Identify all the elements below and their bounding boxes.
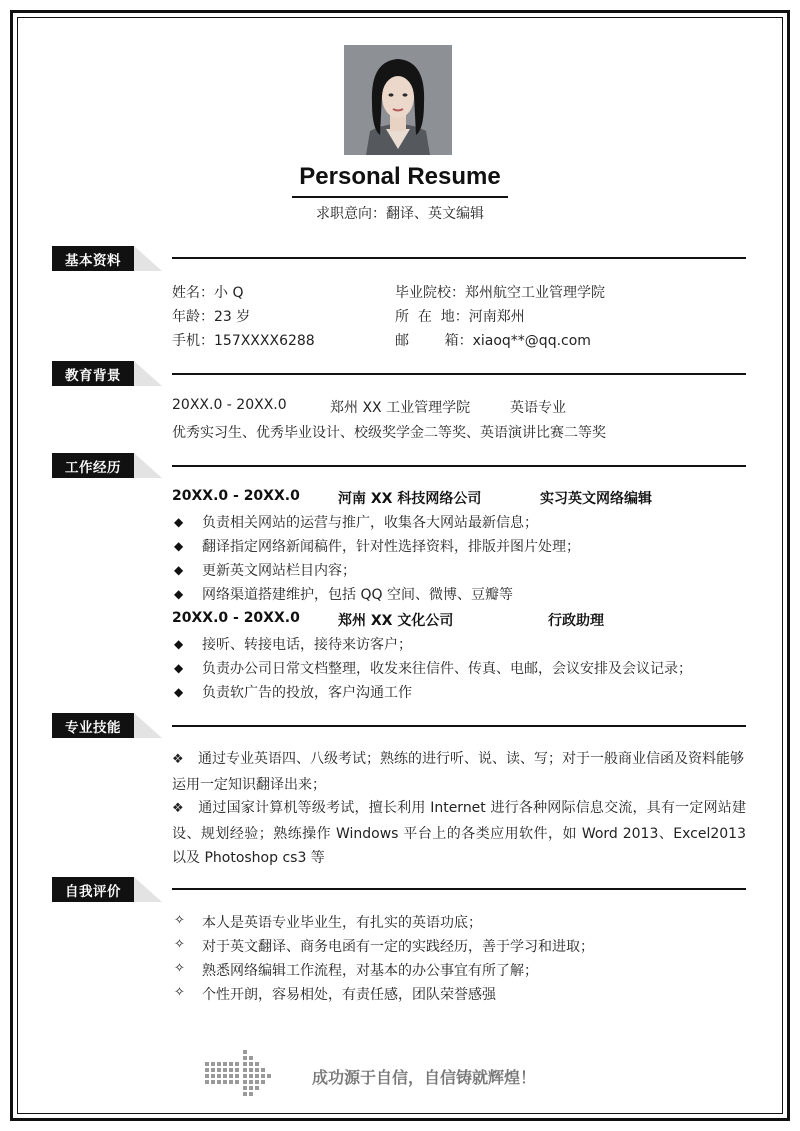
section-tag-shadow <box>134 453 162 478</box>
bullet-star-outline-icon: ✧ <box>174 937 185 952</box>
job-objective: 求职意向：翻译、英文编辑 <box>316 206 484 222</box>
job-duty: 网络渠道搭建维护，包括 QQ 空间、微博、豆瓣等 <box>202 587 513 603</box>
section-rule <box>172 257 746 259</box>
footer-slogan: 成功源于自信，自信铸就辉煌！ <box>312 1068 537 1087</box>
section-tag-work: 工作经历 <box>52 453 134 478</box>
bullet-star-outline-icon: ✧ <box>174 985 185 1000</box>
section-rule <box>172 465 746 467</box>
bullet-star-outline-icon: ✧ <box>174 913 185 928</box>
edu-school: 郑州 XX 工业管理学院 <box>330 400 471 416</box>
title-underline <box>292 196 508 198</box>
edu-major: 英语专业 <box>510 400 566 416</box>
section-tag-shadow <box>134 877 162 902</box>
section-tag-basic: 基本资料 <box>52 246 134 271</box>
bullet-sparkle-icon: ❖ <box>172 752 184 767</box>
bullet-diamond-icon: ◆ <box>174 661 184 675</box>
section-rule <box>172 725 746 727</box>
section-rule <box>172 888 746 890</box>
section-tag-skills: 专业技能 <box>52 713 134 738</box>
job-duty: 翻译指定网络新闻稿件，针对性选择资料，排版并图片处理； <box>202 539 580 555</box>
basic-name: 姓名：小 Q <box>172 285 244 301</box>
bullet-diamond-icon: ◆ <box>174 539 184 553</box>
basic-email: 邮 箱：xiaoq**@qq.com <box>395 333 591 349</box>
job-duty: 负责办公司日常文档整理，收发来往信件、传真、电邮，会议安排及会议记录； <box>202 661 692 677</box>
self-eval-item: 熟悉网络编辑工作流程，对基本的办公事宜有所了解； <box>202 963 538 979</box>
bullet-diamond-icon: ◆ <box>174 515 184 529</box>
bullet-star-outline-icon: ✧ <box>174 961 185 976</box>
job-period: 20XX.0 - 20XX.0 <box>172 488 300 504</box>
job-period: 20XX.0 - 20XX.0 <box>172 610 300 626</box>
job-duty: 接听、转接电话，接待来访客户； <box>202 637 412 653</box>
pixel-arrow-icon <box>205 1050 271 1100</box>
section-tag-shadow <box>134 361 162 386</box>
bullet-sparkle-icon: ❖ <box>172 801 184 816</box>
self-eval-item: 对于英文翻译、商务电函有一定的实践经历，善于学习和进取； <box>202 939 594 955</box>
bullet-diamond-icon: ◆ <box>174 587 184 601</box>
skill-item: ❖ 通过国家计算机等级考试，擅长利用 Internet 进行各种网际信息交流，具有一定网站建设、规划经验；熟练操作 Windows 平台上的各类应用软件，如 Word 2013、Excel2013 以及 Photoshop cs3 等 <box>172 796 746 871</box>
skill-item: ❖ 通过专业英语四、八级考试；熟练的进行听、说、读、写；对于一般商业信函及资料能够运用一定知识翻译出来； <box>172 747 746 797</box>
basic-age: 年龄：23 岁 <box>172 309 251 325</box>
bullet-diamond-icon: ◆ <box>174 563 184 577</box>
section-tag-shadow <box>134 246 162 271</box>
edu-period: 20XX.0 - 20XX.0 <box>172 397 287 413</box>
section-tag-self: 自我评价 <box>52 877 134 902</box>
section-tag-education: 教育背景 <box>52 361 134 386</box>
resume-title: Personal Resume <box>299 163 501 190</box>
basic-location: 所 在 地：河南郑州 <box>395 309 525 325</box>
job-role: 行政助理 <box>548 613 604 629</box>
bullet-diamond-icon: ◆ <box>174 685 184 699</box>
profile-photo <box>344 45 452 155</box>
self-eval-item: 本人是英语专业毕业生，有扎实的英语功底； <box>202 915 482 931</box>
job-duty: 负责软广告的投放，客户沟通工作 <box>202 685 412 701</box>
job-duty: 负责相关网站的运营与推广，收集各大网站最新信息； <box>202 515 538 531</box>
section-tag-shadow <box>134 713 162 738</box>
job-role: 实习英文网络编辑 <box>540 491 652 507</box>
bullet-diamond-icon: ◆ <box>174 637 184 651</box>
section-rule <box>172 373 746 375</box>
self-eval-item: 个性开朗，容易相处，有责任感，团队荣誉感强 <box>202 987 496 1003</box>
basic-phone: 手机：157XXXX6288 <box>172 333 315 349</box>
edu-honors: 优秀实习生、优秀毕业设计、校级奖学金二等奖、英语演讲比赛二等奖 <box>172 425 606 441</box>
job-company: 郑州 XX 文化公司 <box>338 613 454 629</box>
basic-school: 毕业院校：郑州航空工业管理学院 <box>395 285 605 301</box>
job-company: 河南 XX 科技网络公司 <box>338 491 482 507</box>
job-duty: 更新英文网站栏目内容； <box>202 563 356 579</box>
